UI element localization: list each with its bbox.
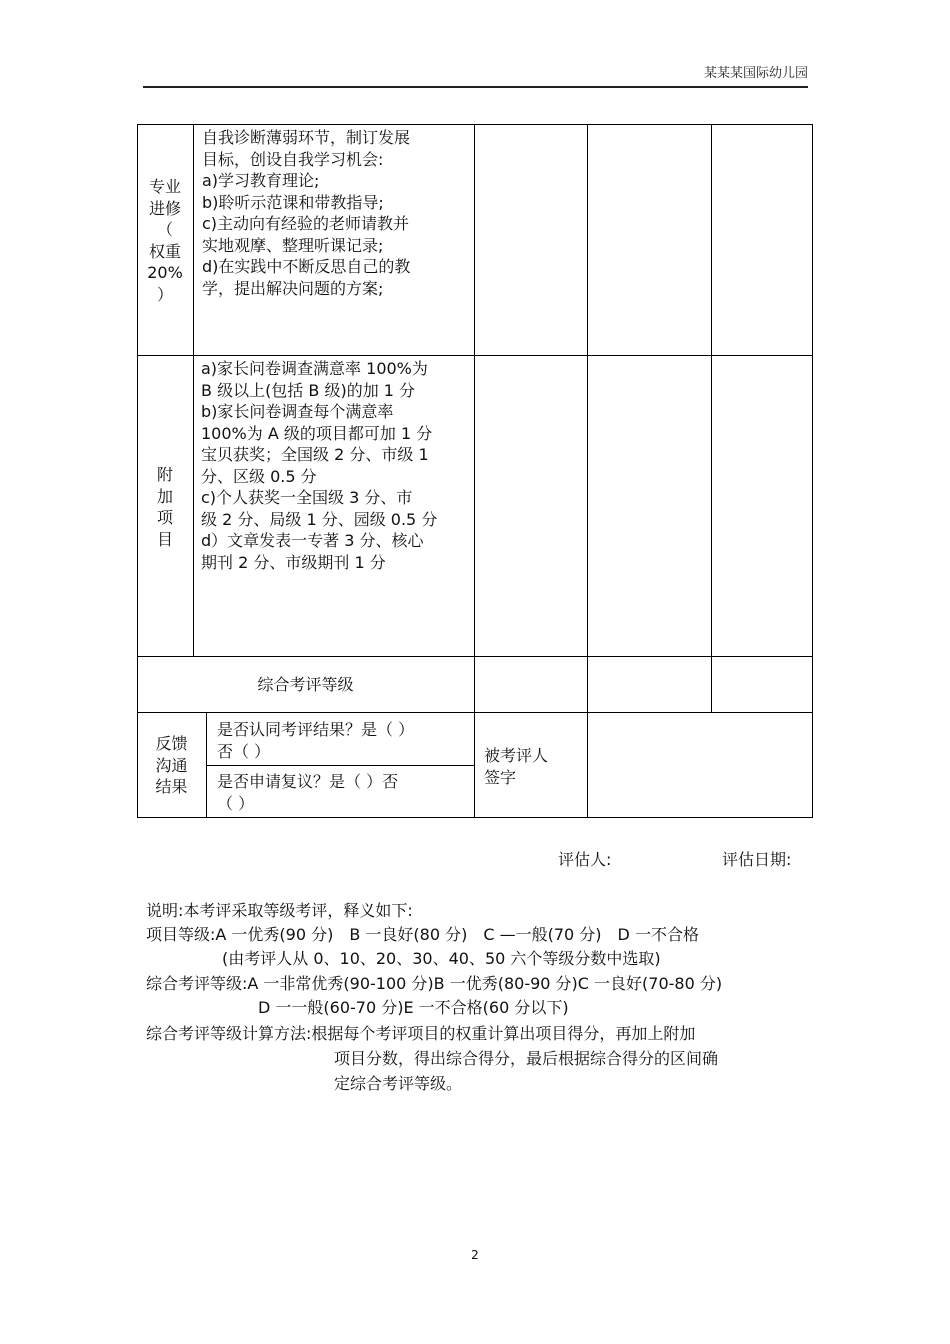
signature-label — [484, 745, 584, 788]
note-line: 定综合考评等级。 — [334, 1074, 463, 1093]
content-line: 目标，创设自我学习机会: — [202, 149, 384, 169]
content-line: a)学习教育理论; — [202, 171, 320, 190]
content-line: c)主动向有经验的老师请教并 — [202, 214, 410, 233]
section-content-professional — [202, 127, 474, 299]
label-line: 专业 — [148, 177, 181, 196]
question-line: （ ） — [217, 793, 255, 813]
note-line: 说明:本考评采取等级考评，释义如下: — [146, 901, 413, 920]
label-line: （ — [156, 220, 173, 239]
label-line: 加 — [156, 486, 173, 506]
content-line: B 级以上(包括 B 级)的加 1 分 — [201, 380, 416, 400]
label-line: 结果 — [155, 777, 188, 796]
evaluation-table — [137, 124, 813, 818]
content-line: 学，提出解决问题的方案; — [202, 278, 384, 298]
evaluator-label: 评估人: — [558, 850, 612, 869]
content-line: 自我诊断薄弱环节，制订发展 — [202, 128, 411, 147]
content-line: 100%为 A 级的项目都可加 1 分 — [201, 423, 433, 443]
content-line: b)家长问卷调查每个满意率 — [201, 402, 394, 421]
label-line: 反馈 — [155, 734, 188, 753]
evaluation-date-label: 评估日期: — [722, 850, 792, 869]
question-line: 是否申请复议？是（ ）否 — [217, 772, 399, 791]
content-line: d)在实践中不断反思自己的教 — [202, 257, 411, 276]
feedback-label — [137, 733, 206, 798]
question-line: 否（ ） — [217, 741, 271, 761]
label-line: 20% — [147, 263, 183, 282]
page-number: 2 — [471, 1248, 479, 1262]
content-line: 级 2 分、局级 1 分、园级 0.5 分 — [201, 509, 438, 529]
note-line: 综合考评等级计算方法:根据每个考评项目的权重计算出项目得分，再加上附加 — [146, 1024, 696, 1043]
content-line: b)聆听示范课和带教指导; — [202, 192, 384, 212]
label-line: 进修 — [148, 198, 181, 218]
feedback-question-review — [217, 771, 472, 814]
feedback-question-agree — [217, 719, 472, 762]
note-line: 项目等级:A 一优秀(90 分) B 一良好(80 分) C —一般(70 分) D 一不合格 — [146, 925, 699, 944]
signature-line: 签字 — [484, 767, 517, 787]
page-header — [143, 66, 808, 88]
content-line: d）文章发表一专著 3 分、核心 — [201, 531, 424, 550]
overall-grade-label: 综合考评等级 — [257, 675, 354, 694]
header-title: 某某某国际幼儿园 — [703, 66, 808, 81]
signature-line: 被考评人 — [484, 746, 549, 765]
content-line: a)家长问卷调查满意率 100%为 — [201, 359, 428, 378]
content-line: 分、区级 0.5 分 — [201, 466, 317, 486]
section-label-additional — [137, 464, 193, 550]
label-line: 项 — [156, 508, 173, 527]
label-line: 沟通 — [155, 755, 188, 775]
question-line: 是否认同考评结果？是（ ） — [217, 720, 415, 739]
note-line: (由考评人从 0、10、20、30、40、50 六个等级分数中选取) — [222, 949, 661, 968]
label-line: 附 — [156, 465, 173, 484]
note-line: 项目分数，得出综合得分，最后根据综合得分的区间确 — [334, 1049, 719, 1068]
content-line: 实地观摩、整理听课记录; — [202, 235, 384, 255]
section-content-additional — [201, 358, 474, 573]
content-line: 期刊 2 分、市级期刊 1 分 — [201, 552, 386, 572]
content-line: 宝贝获奖；全国级 2 分、市级 1 — [201, 445, 429, 464]
section-label-professional — [137, 176, 193, 305]
label-line: 目 — [156, 529, 173, 549]
label-line: 权重 — [148, 241, 181, 261]
note-line: D 一一般(60-70 分)E 一不合格(60 分以下) — [258, 998, 569, 1017]
label-line: ） — [156, 284, 173, 304]
content-line: c)个人获奖一全国级 3 分、市 — [201, 488, 413, 507]
note-line: 综合考评等级:A 一非常优秀(90-100 分)B 一优秀(80-90 分)C 一良好(70-80 分) — [146, 974, 723, 993]
